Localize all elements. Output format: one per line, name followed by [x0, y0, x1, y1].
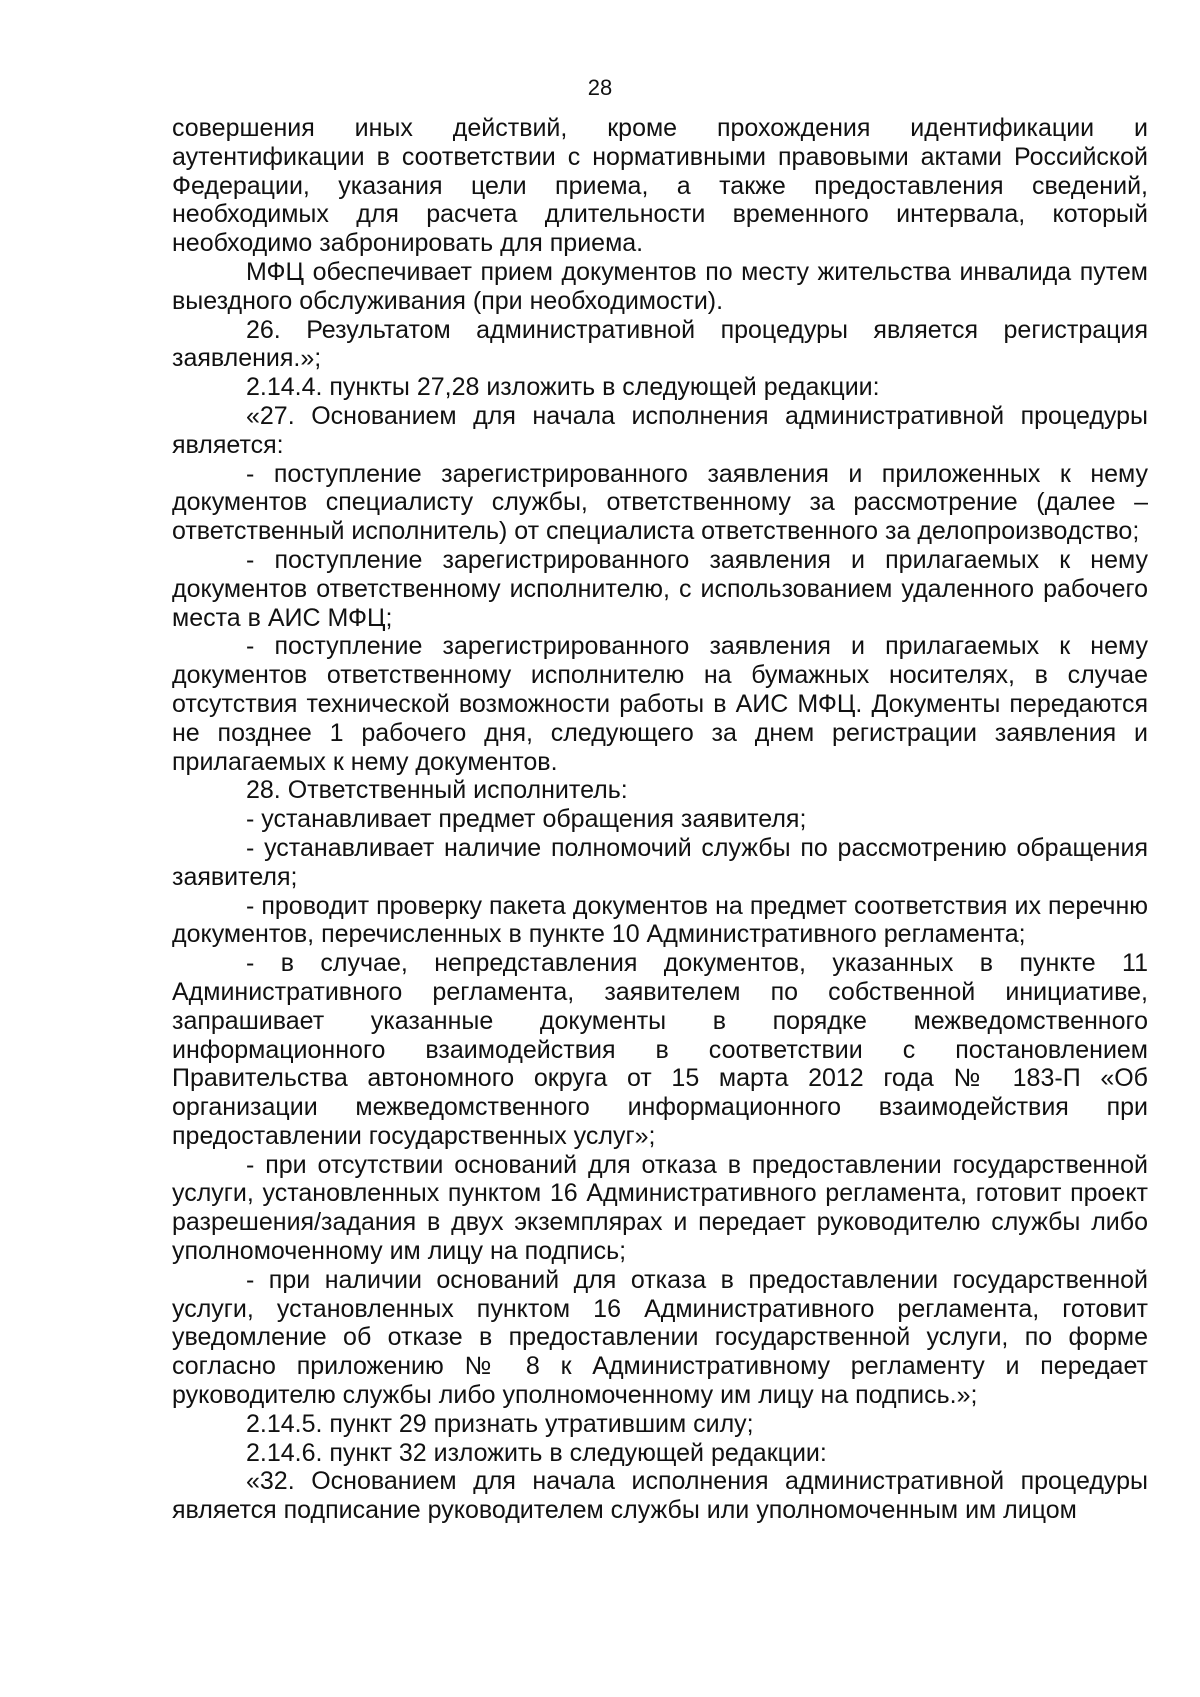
paragraph: 2.14.4. пункты 27,28 изложить в следующей редакции: — [246, 373, 880, 402]
paragraph: «32. Основанием для начала исполнения административной процедуры является подписание руководителем службы или уполномоченным им лицом — [172, 1467, 1148, 1525]
paragraph: - при наличии оснований для отказа в предоставлении государственной услуги, установленных пунктом 16 Административного регламента, готовит уведомление об отказе в предоставлении государственной услуги, по форме согласно приложению № 8 к Административному регламенту и передает руководителю службы либо уполномоченному им лицу на подпись.»; — [172, 1265, 1148, 1410]
paragraph: - в случае, непредставления документов, указанных в пункте 11 Административного регламента, заявителем по собственной инициативе, запрашивает указанные документы в порядке межведомственного информационного взаимодействия в соответствии с постановлением Правительства автономного округа от 15 марта 2012 года № 183-П «Об организации межведомственного информационного взаимодействия при предоставлении государственных услуг»; — [172, 949, 1148, 1150]
paragraph: - поступление зарегистрированного заявления и прилагаемых к нему документов ответственному исполнителю, с использованием удаленного рабочего места в АИС МФЦ; — [172, 545, 1148, 632]
paragraph: совершения иных действий, кроме прохождения идентификации и аутентификации в соответствии с нормативными правовыми актами Российской Федерации, указания цели приема, а также предоставления сведений, необходимых для расчета длительности временного интервала, который необходимо забронировать для приема. — [172, 114, 1148, 258]
paragraph: - устанавливает предмет обращения заявителя; — [246, 805, 807, 834]
paragraph: 26. Результатом административной процедуры является регистрация заявления.»; — [172, 315, 1148, 373]
paragraph: 28. Ответственный исполнитель: — [246, 776, 628, 805]
paragraph: - при отсутствии оснований для отказа в предоставлении государственной услуги, установленных пунктом 16 Административного регламента, готовит проект разрешения/задания в двух экземплярах и передает руководителю службы либо уполномоченному им лицу на подпись; — [172, 1150, 1148, 1266]
paragraph: «27. Основанием для начала исполнения административной процедуры является: — [172, 401, 1148, 459]
paragraph: - поступление зарегистрированного заявления и прилагаемых к нему документов ответственному исполнителю на бумажных носителях, в случае отсутствия технической возможности работы в АИС МФЦ. Документы передаются не позднее 1 рабочего дня, следующего за днем регистрации заявления и прилагаемых к нему документов. — [172, 632, 1148, 776]
paragraph: - проводит проверку пакета документов на предмет соответствия их перечню документов, перечисленных в пункте 10 Административного регламента; — [172, 891, 1148, 949]
document-body — [172, 114, 1148, 1525]
paragraph: - устанавливает наличие полномочий службы по рассмотрению обращения заявителя; — [172, 833, 1148, 891]
paragraph: 2.14.5. пункт 29 признать утратившим силу; — [246, 1409, 754, 1438]
paragraph: - поступление зарегистрированного заявления и приложенных к нему документов специалисту службы, ответственному за рассмотрение (далее – ответственный исполнитель) от специалиста ответственного за делопроизводство; — [172, 459, 1148, 546]
paragraph: 2.14.6. пункт 32 изложить в следующей редакции: — [246, 1438, 827, 1467]
page-number: 28 — [587, 75, 613, 100]
paragraph: МФЦ обеспечивает прием документов по месту жительства инвалида путем выездного обслуживания (при необходимости). — [172, 257, 1148, 315]
